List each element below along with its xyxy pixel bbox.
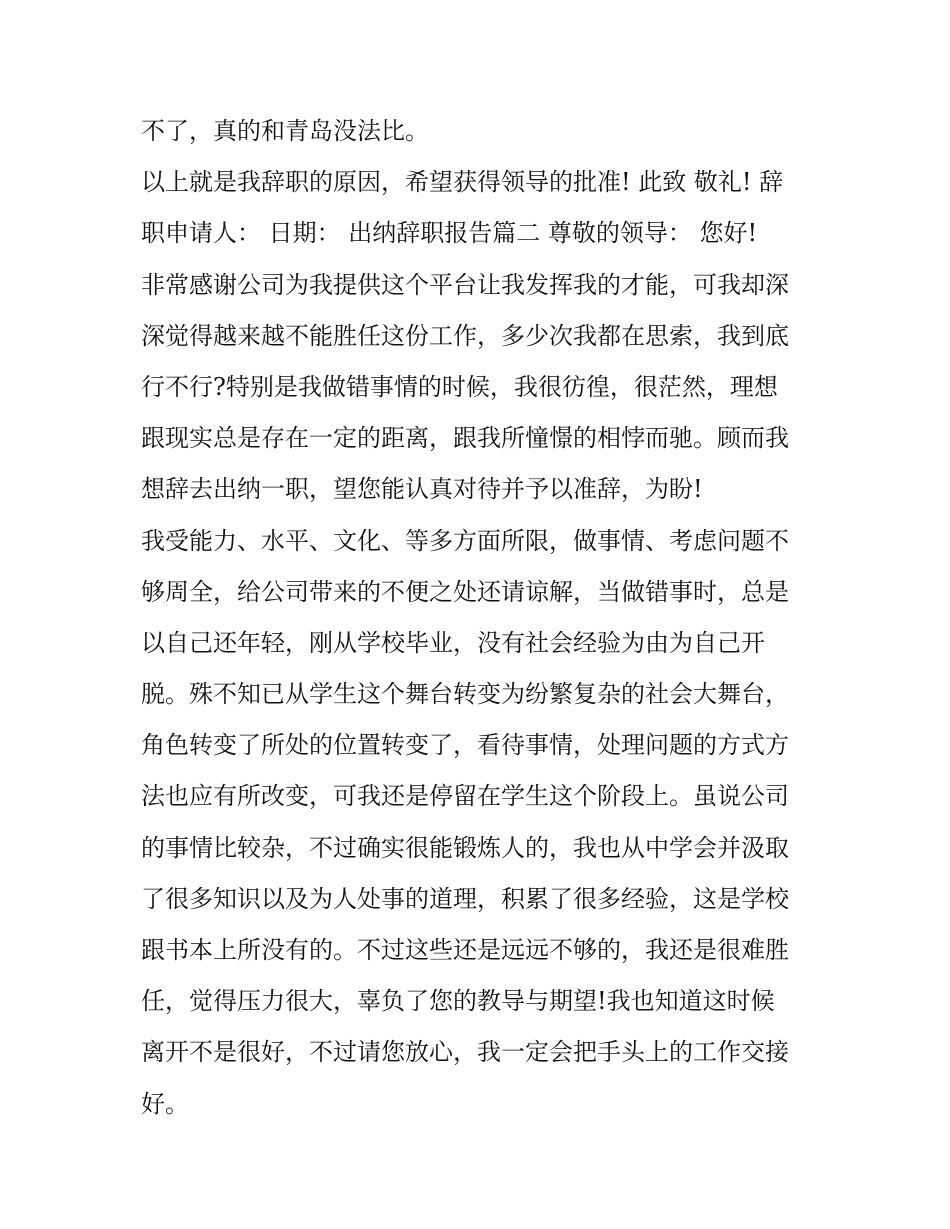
text-line: 职申请人： 日期： 出纳辞职报告篇二 尊敬的领导： 您好!: [141, 219, 758, 248]
text-line: 以自己还年轻，刚从学校毕业，没有社会经验为由为自己开: [141, 628, 765, 657]
text-line: 不了，真的和青岛没法比。: [141, 117, 429, 145]
text-line: 以上就是我辞职的原因，希望获得领导的批准! 此致 敬礼! 辞: [141, 168, 784, 197]
text-line: 法也应有所改变，可我还是停留在学生这个阶段上。虽说公司: [141, 782, 789, 811]
text-line: 的事情比较杂，不过确实很能锻炼人的，我也从中学会并汲取: [141, 833, 789, 862]
text-line: 深觉得越来越不能胜任这份工作，多少次我都在思索，我到底: [141, 321, 789, 350]
text-line: 离开不是很好，不过请您放心，我一定会把手头上的工作交接: [141, 1038, 789, 1067]
text-line: 跟书本上所没有的。不过这些还是远远不够的，我还是很难胜: [141, 936, 789, 964]
text-line: 想辞去出纳一职，望您能认真对待并予以准辞，为盼!: [141, 475, 703, 504]
text-line: 脱。殊不知已从学生这个舞台转变为纷繁复杂的社会大舞台，: [141, 680, 789, 709]
body-text: [141, 106, 821, 1130]
text-line: 了很多知识以及为人处事的道理，积累了很多经验，这是学校: [141, 884, 789, 913]
text-line: 非常感谢公司为我提供这个平台让我发挥我的才能，可我却深: [141, 270, 789, 299]
text-line: 任，觉得压力很大，辜负了您的教导与期望!我也知道这时候: [141, 987, 775, 1016]
text-line: 够周全，给公司带来的不便之处还请谅解，当做错事时，总是: [141, 577, 789, 606]
text-line: 行不行?特别是我做错事情的时候，我很彷徨，很茫然，理想: [141, 372, 778, 401]
text-line: 我受能力、水平、文化、等多方面所限，做事情、考虑问题不: [141, 526, 789, 555]
text-line: 好。: [141, 1089, 189, 1118]
text-line: 跟现实总是存在一定的距离，跟我所憧憬的相悖而驰。顾而我: [141, 424, 789, 453]
text-line: 角色转变了所处的位置转变了，看待事情，处理问题的方式方: [141, 731, 789, 760]
